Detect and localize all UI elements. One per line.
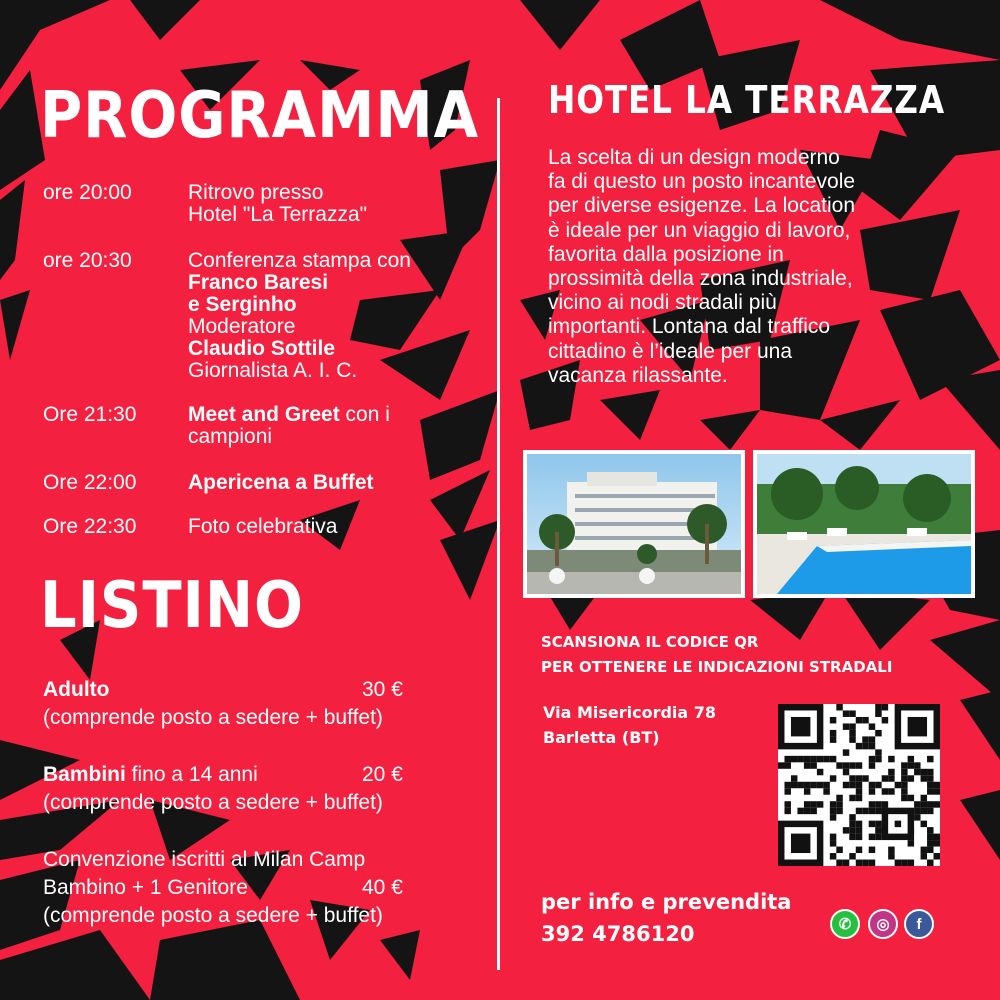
convention-title: Convenzione iscritti al Milan Camp [43, 848, 366, 871]
program-text-segment: Conferenza stampa con [188, 249, 411, 272]
hotel-photo-pool [753, 450, 975, 598]
qr-code[interactable] [778, 704, 940, 866]
program-text-segment: Franco Baresi [188, 271, 329, 294]
convention-label: Bambino + 1 Genitore [43, 876, 248, 899]
hotel-description-line: vacanza rilassante. [548, 363, 728, 387]
hotel-description-line: importanti. Lontana dal traffico [548, 315, 831, 339]
program-time: Ore 22:30 [43, 515, 137, 538]
qr-instruction-line1: SCANSIONA IL CODICE QR [541, 633, 759, 651]
contact-phone[interactable]: 392 4786120 [541, 922, 695, 946]
hotel-photo-building [523, 450, 745, 598]
program-description-line [188, 316, 295, 338]
program-description-line [188, 516, 337, 538]
price-kids-extra: fino a 14 anni [125, 763, 258, 786]
program-text-segment: Moderatore [188, 315, 296, 338]
program-time: ore 20:30 [43, 249, 132, 272]
price-kids-note: (comprende posto a sedere + buffet) [43, 791, 383, 814]
program-description-line [188, 182, 323, 204]
price-kids-label: Bambini [43, 763, 126, 786]
facebook-icon[interactable]: f [904, 909, 934, 939]
program-description-line [188, 404, 390, 426]
hotel-description-line: è ideale per un viaggio di lavoro, [548, 218, 851, 242]
program-text-segment: e Serginho [188, 293, 297, 316]
program-description-line [188, 426, 272, 448]
program-time: ore 20:00 [43, 181, 132, 204]
hotel-title: HOTEL LA TERRAZZA [548, 78, 945, 122]
program-description-line [188, 472, 374, 494]
program-description-line [188, 250, 411, 272]
hotel-description-line: vicino ai nodi stradali più [548, 291, 777, 315]
program-description-line [188, 294, 297, 316]
program-text-segment: Hotel "La Terrazza" [188, 203, 368, 226]
program-text-segment: Apericena a Buffet [188, 471, 374, 494]
price-adult-label: Adulto [43, 678, 110, 701]
convention-value: 40 € [362, 876, 403, 899]
convention-note: (comprende posto a sedere + buffet) [43, 904, 383, 927]
program-description-line [188, 360, 357, 382]
price-kids-value: 20 € [362, 763, 403, 786]
hotel-description-line: prossimità della zona industriale, [548, 267, 853, 291]
program-time: Ore 22:00 [43, 471, 137, 494]
hotel-description-line: per diverse esigenze. La location [548, 194, 856, 218]
whatsapp-icon[interactable]: ✆ [830, 909, 860, 939]
program-text-segment: Claudio Sottile [188, 337, 335, 360]
hotel-description-line: cittadino è l’ideale per una [548, 339, 793, 363]
program-time: Ore 21:30 [43, 403, 137, 426]
program-description-line [188, 204, 367, 226]
price-adult-note: (comprende posto a sedere + buffet) [43, 706, 383, 729]
price-adult-value: 30 € [362, 678, 403, 701]
listino-title: LISTINO [40, 569, 304, 643]
hotel-description-line: favorita dalla posizione in [548, 242, 784, 266]
hotel-description-line: fa di questo un posto incantevole [548, 170, 856, 194]
program-text-segment: Meet and Greet [188, 403, 340, 426]
program-text-segment: Giornalista A. I. C. [188, 359, 358, 382]
program-description-line [188, 338, 335, 360]
program-title: PROGRAMMA [40, 79, 480, 153]
program-text-segment: con i [339, 403, 390, 426]
address-street: Via Misericordia 78 [543, 703, 717, 722]
program-text-segment: Foto celebrativa [188, 515, 338, 538]
address-city: Barletta (BT) [543, 728, 660, 747]
qr-instruction-line2: PER OTTENERE LE INDICAZIONI STRADALI [541, 658, 893, 676]
program-text-segment: campioni [188, 425, 273, 448]
program-text-segment: Ritrovo presso [188, 181, 324, 204]
column-divider [497, 98, 500, 970]
program-description-line [188, 272, 328, 294]
price-kids-row [43, 764, 258, 786]
hotel-description-line: La scelta di un design moderno [548, 146, 840, 169]
instagram-icon[interactable]: ◎ [868, 909, 898, 939]
hotel-description [548, 146, 988, 388]
contact-label: per info e prevendita [541, 890, 792, 914]
